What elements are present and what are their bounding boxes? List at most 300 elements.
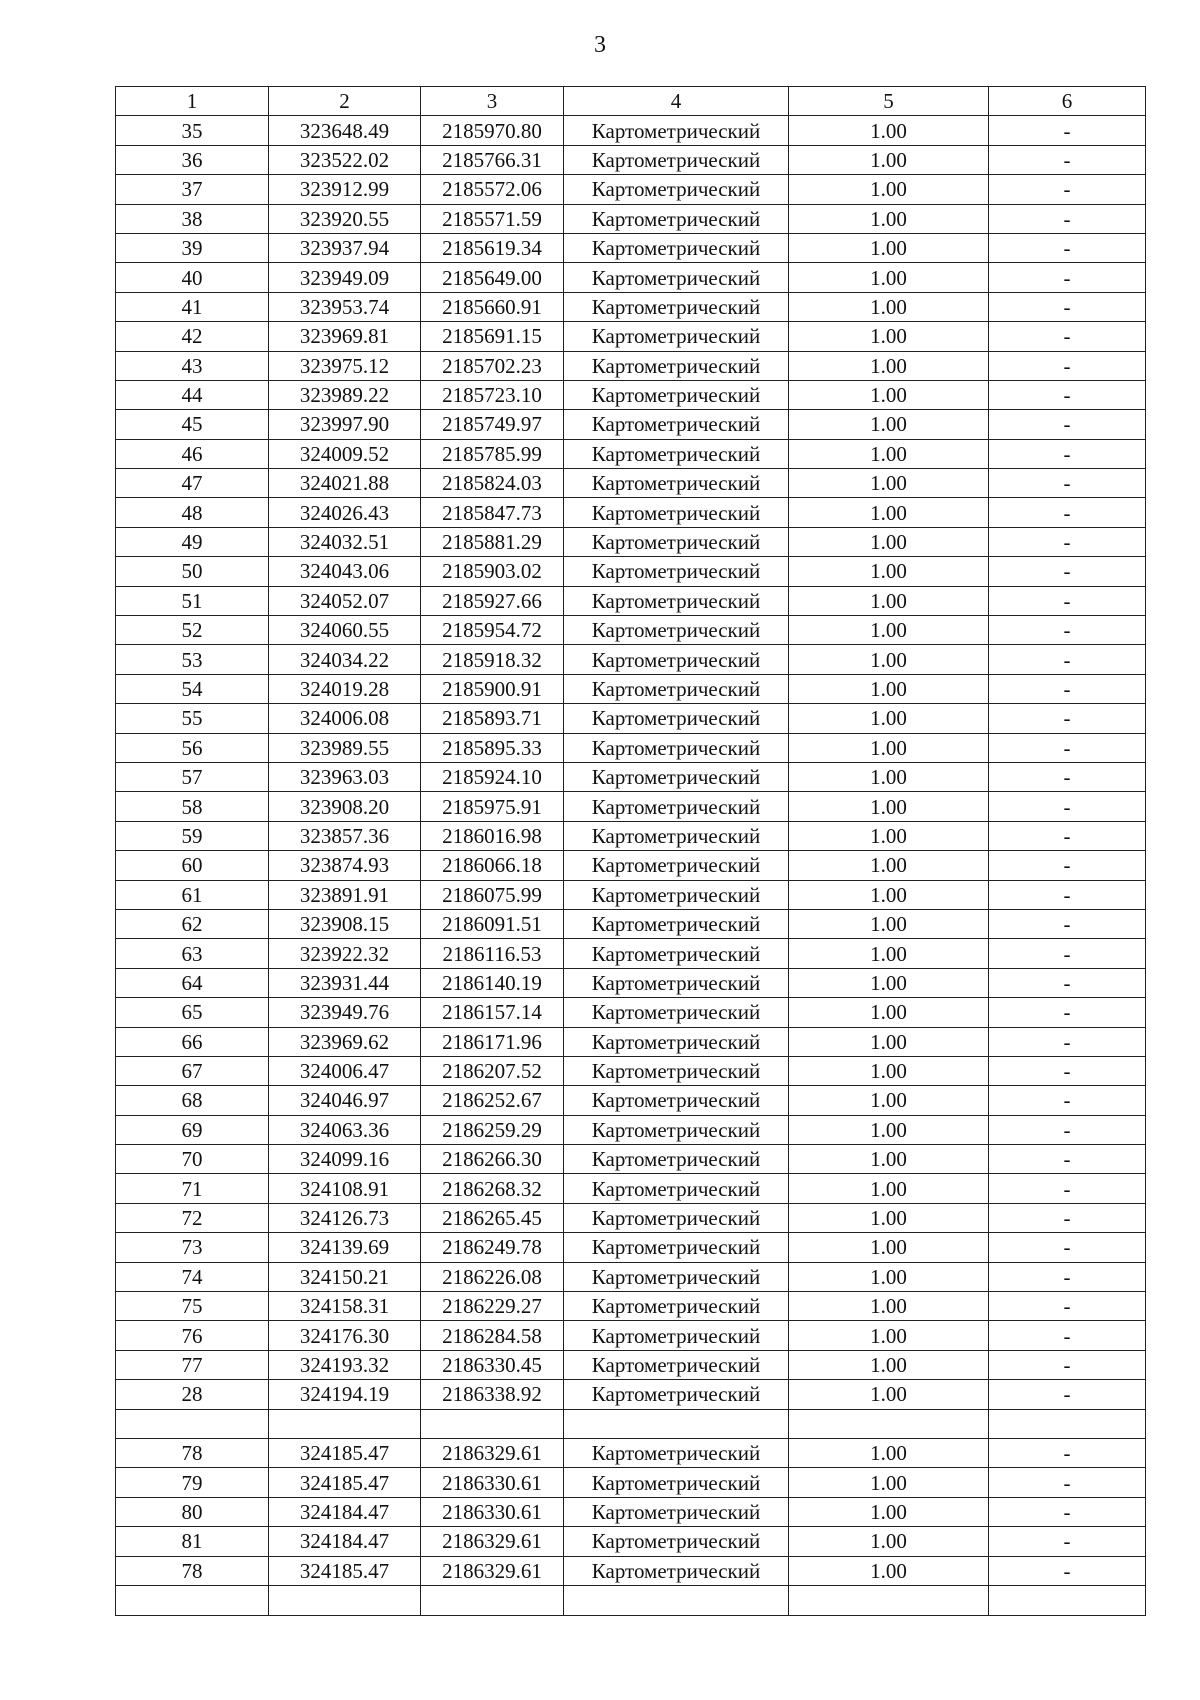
cell-x-coordinate: 324019.28: [269, 674, 421, 703]
cell-x-coordinate: 323931.44: [269, 968, 421, 997]
table-row: [116, 1468, 1146, 1497]
cell-y-coordinate: 2185749.97: [421, 410, 564, 439]
table-row: [116, 704, 1146, 733]
cell-y-coordinate: 2185903.02: [421, 557, 564, 586]
cell-x-coordinate: 324043.06: [269, 557, 421, 586]
cell-method: Картометрический: [564, 1203, 789, 1232]
cell-note: -: [989, 204, 1146, 233]
table-row: [116, 1145, 1146, 1174]
cell-method: Картометрический: [564, 322, 789, 351]
table-row: [116, 439, 1146, 468]
cell-method: Картометрический: [564, 1233, 789, 1262]
cell-accuracy: 1.00: [789, 1056, 989, 1085]
table-row: [116, 1380, 1146, 1409]
cell-point-number: 78: [116, 1556, 269, 1585]
cell-point-number: 68: [116, 1086, 269, 1115]
cell-method: Картометрический: [564, 968, 789, 997]
cell-point-number: 43: [116, 351, 269, 380]
cell-x-coordinate: 323969.81: [269, 322, 421, 351]
cell-note: -: [989, 1203, 1146, 1232]
cell-x-coordinate: 323922.32: [269, 939, 421, 968]
cell-note: [989, 1585, 1146, 1615]
cell-x-coordinate: 323989.55: [269, 733, 421, 762]
cell-x-coordinate: 323963.03: [269, 762, 421, 791]
table-row: [116, 968, 1146, 997]
cell-accuracy: 1.00: [789, 792, 989, 821]
table-row: [116, 1321, 1146, 1350]
cell-accuracy: 1.00: [789, 704, 989, 733]
cell-point-number: 53: [116, 645, 269, 674]
cell-method: Картометрический: [564, 704, 789, 733]
cell-note: -: [989, 1086, 1146, 1115]
cell-method: Картометрический: [564, 645, 789, 674]
table-row: [116, 792, 1146, 821]
cell-accuracy: 1.00: [789, 1321, 989, 1350]
table-row: [116, 733, 1146, 762]
cell-accuracy: 1.00: [789, 1438, 989, 1467]
table-body: [116, 116, 1146, 1616]
cell-y-coordinate: 2185723.10: [421, 380, 564, 409]
cell-point-number: 59: [116, 821, 269, 850]
cell-note: -: [989, 1115, 1146, 1144]
table-row: [116, 1262, 1146, 1291]
cell-accuracy: 1.00: [789, 1468, 989, 1497]
cell-method: Картометрический: [564, 762, 789, 791]
cell-y-coordinate: 2186226.08: [421, 1262, 564, 1291]
cell-y-coordinate: [421, 1585, 564, 1615]
cell-x-coordinate: 323908.15: [269, 909, 421, 938]
cell-note: -: [989, 909, 1146, 938]
cell-x-coordinate: 324006.47: [269, 1056, 421, 1085]
cell-y-coordinate: 2185572.06: [421, 175, 564, 204]
cell-x-coordinate: [269, 1585, 421, 1615]
cell-y-coordinate: 2186016.98: [421, 821, 564, 850]
cell-y-coordinate: 2186265.45: [421, 1203, 564, 1232]
cell-accuracy: 1.00: [789, 1203, 989, 1232]
cell-x-coordinate: 324185.47: [269, 1556, 421, 1585]
cell-note: -: [989, 762, 1146, 791]
cell-accuracy: 1.00: [789, 616, 989, 645]
cell-method: Картометрический: [564, 1468, 789, 1497]
cell-point-number: 78: [116, 1438, 269, 1467]
cell-y-coordinate: 2185571.59: [421, 204, 564, 233]
cell-x-coordinate: 323969.62: [269, 1027, 421, 1056]
cell-y-coordinate: 2185824.03: [421, 469, 564, 498]
table-row: [116, 1556, 1146, 1585]
cell-point-number: [116, 1585, 269, 1615]
table-row: [116, 1350, 1146, 1379]
cell-note: -: [989, 263, 1146, 292]
cell-y-coordinate: 2185785.99: [421, 439, 564, 468]
cell-point-number: 42: [116, 322, 269, 351]
cell-y-coordinate: 2186116.53: [421, 939, 564, 968]
table-row: [116, 292, 1146, 321]
cell-x-coordinate: 323953.74: [269, 292, 421, 321]
cell-x-coordinate: 324139.69: [269, 1233, 421, 1262]
cell-y-coordinate: 2186091.51: [421, 909, 564, 938]
table-row: [116, 762, 1146, 791]
cell-y-coordinate: 2185660.91: [421, 292, 564, 321]
cell-x-coordinate: 323891.91: [269, 880, 421, 909]
table-row: [116, 380, 1146, 409]
cell-accuracy: 1.00: [789, 322, 989, 351]
cell-x-coordinate: 324158.31: [269, 1292, 421, 1321]
cell-x-coordinate: 324176.30: [269, 1321, 421, 1350]
cell-method: Картометрический: [564, 233, 789, 262]
table-row: [116, 116, 1146, 145]
cell-method: Картометрический: [564, 263, 789, 292]
cell-note: -: [989, 1292, 1146, 1321]
table-row: [116, 204, 1146, 233]
cell-y-coordinate: 2186330.61: [421, 1497, 564, 1526]
cell-y-coordinate: 2186266.30: [421, 1145, 564, 1174]
cell-point-number: 49: [116, 527, 269, 556]
cell-y-coordinate: 2186329.61: [421, 1527, 564, 1556]
cell-method: Картометрический: [564, 1145, 789, 1174]
cell-x-coordinate: 324099.16: [269, 1145, 421, 1174]
cell-point-number: [116, 1409, 269, 1438]
cell-accuracy: 1.00: [789, 439, 989, 468]
cell-accuracy: 1.00: [789, 733, 989, 762]
cell-note: -: [989, 1380, 1146, 1409]
cell-accuracy: 1.00: [789, 851, 989, 880]
cell-note: -: [989, 792, 1146, 821]
cell-y-coordinate: 2186249.78: [421, 1233, 564, 1262]
cell-method: Картометрический: [564, 351, 789, 380]
cell-accuracy: 1.00: [789, 1086, 989, 1115]
cell-note: -: [989, 1321, 1146, 1350]
cell-method: Картометрический: [564, 1056, 789, 1085]
table-row: [116, 1585, 1146, 1615]
header-col-2: 2: [269, 87, 421, 116]
header-row: [116, 87, 1146, 116]
cell-method: Картометрический: [564, 1086, 789, 1115]
cell-accuracy: 1.00: [789, 145, 989, 174]
cell-point-number: 52: [116, 616, 269, 645]
cell-x-coordinate: 324193.32: [269, 1350, 421, 1379]
cell-note: -: [989, 968, 1146, 997]
cell-method: Картометрический: [564, 116, 789, 145]
cell-x-coordinate: 324063.36: [269, 1115, 421, 1144]
cell-method: Картометрический: [564, 1292, 789, 1321]
cell-y-coordinate: 2186329.61: [421, 1556, 564, 1585]
table-row: [116, 939, 1146, 968]
cell-point-number: 28: [116, 1380, 269, 1409]
cell-method: Картометрический: [564, 851, 789, 880]
cell-accuracy: 1.00: [789, 263, 989, 292]
cell-note: -: [989, 616, 1146, 645]
cell-note: -: [989, 880, 1146, 909]
cell-note: -: [989, 1262, 1146, 1291]
cell-method: Картометрический: [564, 674, 789, 703]
cell-method: Картометрический: [564, 1321, 789, 1350]
table-row: [116, 351, 1146, 380]
cell-x-coordinate: 323975.12: [269, 351, 421, 380]
table-row: [116, 1438, 1146, 1467]
cell-point-number: 38: [116, 204, 269, 233]
cell-method: Картометрический: [564, 439, 789, 468]
cell-x-coordinate: 323912.99: [269, 175, 421, 204]
cell-method: Картометрический: [564, 1115, 789, 1144]
cell-y-coordinate: 2185900.91: [421, 674, 564, 703]
table-row: [116, 1497, 1146, 1526]
table-row: [116, 880, 1146, 909]
cell-note: -: [989, 998, 1146, 1027]
cell-method: Картометрический: [564, 1174, 789, 1203]
cell-accuracy: 1.00: [789, 586, 989, 615]
cell-x-coordinate: 324185.47: [269, 1438, 421, 1467]
cell-y-coordinate: 2186171.96: [421, 1027, 564, 1056]
cell-x-coordinate: 324052.07: [269, 586, 421, 615]
cell-note: -: [989, 380, 1146, 409]
cell-x-coordinate: 323949.76: [269, 998, 421, 1027]
cell-y-coordinate: 2185927.66: [421, 586, 564, 615]
cell-note: -: [989, 674, 1146, 703]
cell-point-number: 62: [116, 909, 269, 938]
cell-accuracy: 1.00: [789, 527, 989, 556]
table-row: [116, 1409, 1146, 1438]
cell-y-coordinate: 2185918.32: [421, 645, 564, 674]
cell-accuracy: 1.00: [789, 1174, 989, 1203]
table-row: [116, 1027, 1146, 1056]
table-row: [116, 322, 1146, 351]
cell-accuracy: 1.00: [789, 880, 989, 909]
cell-accuracy: 1.00: [789, 968, 989, 997]
table-row: [116, 1115, 1146, 1144]
cell-y-coordinate: 2186338.92: [421, 1380, 564, 1409]
cell-accuracy: 1.00: [789, 204, 989, 233]
table-row: [116, 998, 1146, 1027]
cell-accuracy: [789, 1585, 989, 1615]
cell-accuracy: 1.00: [789, 233, 989, 262]
cell-accuracy: 1.00: [789, 821, 989, 850]
cell-x-coordinate: 324046.97: [269, 1086, 421, 1115]
table-row: [116, 498, 1146, 527]
cell-y-coordinate: 2186268.32: [421, 1174, 564, 1203]
cell-y-coordinate: 2186140.19: [421, 968, 564, 997]
cell-note: -: [989, 1468, 1146, 1497]
cell-x-coordinate: 323920.55: [269, 204, 421, 233]
cell-point-number: 74: [116, 1262, 269, 1291]
table-row: [116, 263, 1146, 292]
cell-y-coordinate: 2185954.72: [421, 616, 564, 645]
table-row: [116, 233, 1146, 262]
cell-y-coordinate: 2185975.91: [421, 792, 564, 821]
cell-point-number: 50: [116, 557, 269, 586]
cell-note: -: [989, 586, 1146, 615]
cell-point-number: 55: [116, 704, 269, 733]
coordinates-table: [115, 86, 1146, 1616]
cell-note: -: [989, 1056, 1146, 1085]
cell-point-number: 81: [116, 1527, 269, 1556]
cell-accuracy: 1.00: [789, 1350, 989, 1379]
cell-y-coordinate: 2186329.61: [421, 1438, 564, 1467]
cell-x-coordinate: 323997.90: [269, 410, 421, 439]
cell-y-coordinate: 2185649.00: [421, 263, 564, 292]
cell-y-coordinate: 2186259.29: [421, 1115, 564, 1144]
cell-method: Картометрический: [564, 380, 789, 409]
table-row: [116, 175, 1146, 204]
cell-x-coordinate: 324194.19: [269, 1380, 421, 1409]
cell-note: -: [989, 733, 1146, 762]
table-row: [116, 1056, 1146, 1085]
cell-method: Картометрический: [564, 1527, 789, 1556]
cell-note: -: [989, 821, 1146, 850]
cell-method: Картометрический: [564, 1027, 789, 1056]
cell-note: -: [989, 1174, 1146, 1203]
table-row: [116, 851, 1146, 880]
table-row: [116, 469, 1146, 498]
cell-note: -: [989, 645, 1146, 674]
cell-x-coordinate: 324150.21: [269, 1262, 421, 1291]
cell-point-number: 39: [116, 233, 269, 262]
cell-y-coordinate: 2185924.10: [421, 762, 564, 791]
cell-accuracy: 1.00: [789, 909, 989, 938]
header-col-4: 4: [564, 87, 789, 116]
table-row: [116, 586, 1146, 615]
table-row: [116, 1174, 1146, 1203]
cell-accuracy: 1.00: [789, 380, 989, 409]
cell-point-number: 79: [116, 1468, 269, 1497]
table-row: [116, 1233, 1146, 1262]
cell-method: [564, 1409, 789, 1438]
cell-point-number: 70: [116, 1145, 269, 1174]
table-row: [116, 410, 1146, 439]
cell-point-number: 65: [116, 998, 269, 1027]
cell-y-coordinate: 2186229.27: [421, 1292, 564, 1321]
cell-note: -: [989, 175, 1146, 204]
cell-point-number: 44: [116, 380, 269, 409]
cell-x-coordinate: 324034.22: [269, 645, 421, 674]
cell-method: Картометрический: [564, 792, 789, 821]
cell-method: Картометрический: [564, 145, 789, 174]
cell-method: Картометрический: [564, 616, 789, 645]
table-header: [116, 87, 1146, 116]
cell-accuracy: 1.00: [789, 1497, 989, 1526]
cell-note: -: [989, 851, 1146, 880]
cell-method: Картометрический: [564, 939, 789, 968]
cell-point-number: 41: [116, 292, 269, 321]
cell-method: Картометрический: [564, 1262, 789, 1291]
cell-point-number: 40: [116, 263, 269, 292]
cell-y-coordinate: 2185970.80: [421, 116, 564, 145]
cell-accuracy: 1.00: [789, 1115, 989, 1144]
cell-x-coordinate: 324184.47: [269, 1497, 421, 1526]
cell-y-coordinate: 2186207.52: [421, 1056, 564, 1085]
cell-x-coordinate: 324108.91: [269, 1174, 421, 1203]
cell-y-coordinate: 2185702.23: [421, 351, 564, 380]
table-row: [116, 557, 1146, 586]
table-row: [116, 821, 1146, 850]
cell-note: -: [989, 704, 1146, 733]
cell-point-number: 64: [116, 968, 269, 997]
cell-y-coordinate: 2186157.14: [421, 998, 564, 1027]
cell-x-coordinate: [269, 1409, 421, 1438]
cell-note: -: [989, 322, 1146, 351]
cell-point-number: 57: [116, 762, 269, 791]
cell-note: -: [989, 351, 1146, 380]
cell-note: -: [989, 939, 1146, 968]
header-col-5: 5: [789, 87, 989, 116]
cell-x-coordinate: 323522.02: [269, 145, 421, 174]
table-row: [116, 1527, 1146, 1556]
header-col-6: 6: [989, 87, 1146, 116]
cell-method: Картометрический: [564, 1556, 789, 1585]
cell-accuracy: 1.00: [789, 175, 989, 204]
cell-method: Картометрический: [564, 880, 789, 909]
cell-accuracy: 1.00: [789, 557, 989, 586]
header-col-1: 1: [116, 87, 269, 116]
cell-method: Картометрический: [564, 410, 789, 439]
cell-note: -: [989, 1527, 1146, 1556]
cell-note: -: [989, 292, 1146, 321]
cell-y-coordinate: 2186284.58: [421, 1321, 564, 1350]
cell-note: -: [989, 1233, 1146, 1262]
cell-point-number: 76: [116, 1321, 269, 1350]
cell-method: Картометрический: [564, 527, 789, 556]
cell-y-coordinate: 2186066.18: [421, 851, 564, 880]
cell-accuracy: 1.00: [789, 939, 989, 968]
cell-x-coordinate: 323874.93: [269, 851, 421, 880]
cell-note: -: [989, 557, 1146, 586]
cell-note: [989, 1409, 1146, 1438]
cell-x-coordinate: 324009.52: [269, 439, 421, 468]
cell-x-coordinate: 324060.55: [269, 616, 421, 645]
cell-accuracy: 1.00: [789, 1262, 989, 1291]
cell-note: -: [989, 145, 1146, 174]
cell-x-coordinate: 324006.08: [269, 704, 421, 733]
cell-note: -: [989, 116, 1146, 145]
cell-y-coordinate: 2185893.71: [421, 704, 564, 733]
cell-accuracy: 1.00: [789, 351, 989, 380]
cell-accuracy: 1.00: [789, 1556, 989, 1585]
cell-point-number: 48: [116, 498, 269, 527]
cell-point-number: 75: [116, 1292, 269, 1321]
cell-y-coordinate: 2186075.99: [421, 880, 564, 909]
cell-y-coordinate: 2185619.34: [421, 233, 564, 262]
cell-point-number: 73: [116, 1233, 269, 1262]
table-row: [116, 1086, 1146, 1115]
cell-point-number: 35: [116, 116, 269, 145]
cell-y-coordinate: 2185766.31: [421, 145, 564, 174]
cell-point-number: 72: [116, 1203, 269, 1232]
cell-method: Картометрический: [564, 1350, 789, 1379]
cell-note: -: [989, 1438, 1146, 1467]
cell-point-number: 58: [116, 792, 269, 821]
cell-point-number: 80: [116, 1497, 269, 1526]
table-row: [116, 1292, 1146, 1321]
table-row: [116, 674, 1146, 703]
cell-method: Картометрический: [564, 292, 789, 321]
cell-y-coordinate: 2186330.45: [421, 1350, 564, 1379]
cell-method: Картометрический: [564, 1497, 789, 1526]
cell-point-number: 60: [116, 851, 269, 880]
cell-accuracy: 1.00: [789, 762, 989, 791]
cell-point-number: 71: [116, 1174, 269, 1203]
cell-method: Картометрический: [564, 733, 789, 762]
cell-point-number: 37: [116, 175, 269, 204]
cell-accuracy: 1.00: [789, 1233, 989, 1262]
cell-accuracy: 1.00: [789, 645, 989, 674]
cell-note: -: [989, 1027, 1146, 1056]
cell-method: Картометрический: [564, 498, 789, 527]
cell-accuracy: 1.00: [789, 1292, 989, 1321]
cell-accuracy: 1.00: [789, 1380, 989, 1409]
table-row: [116, 616, 1146, 645]
cell-accuracy: 1.00: [789, 1527, 989, 1556]
cell-y-coordinate: 2186252.67: [421, 1086, 564, 1115]
cell-method: [564, 1585, 789, 1615]
